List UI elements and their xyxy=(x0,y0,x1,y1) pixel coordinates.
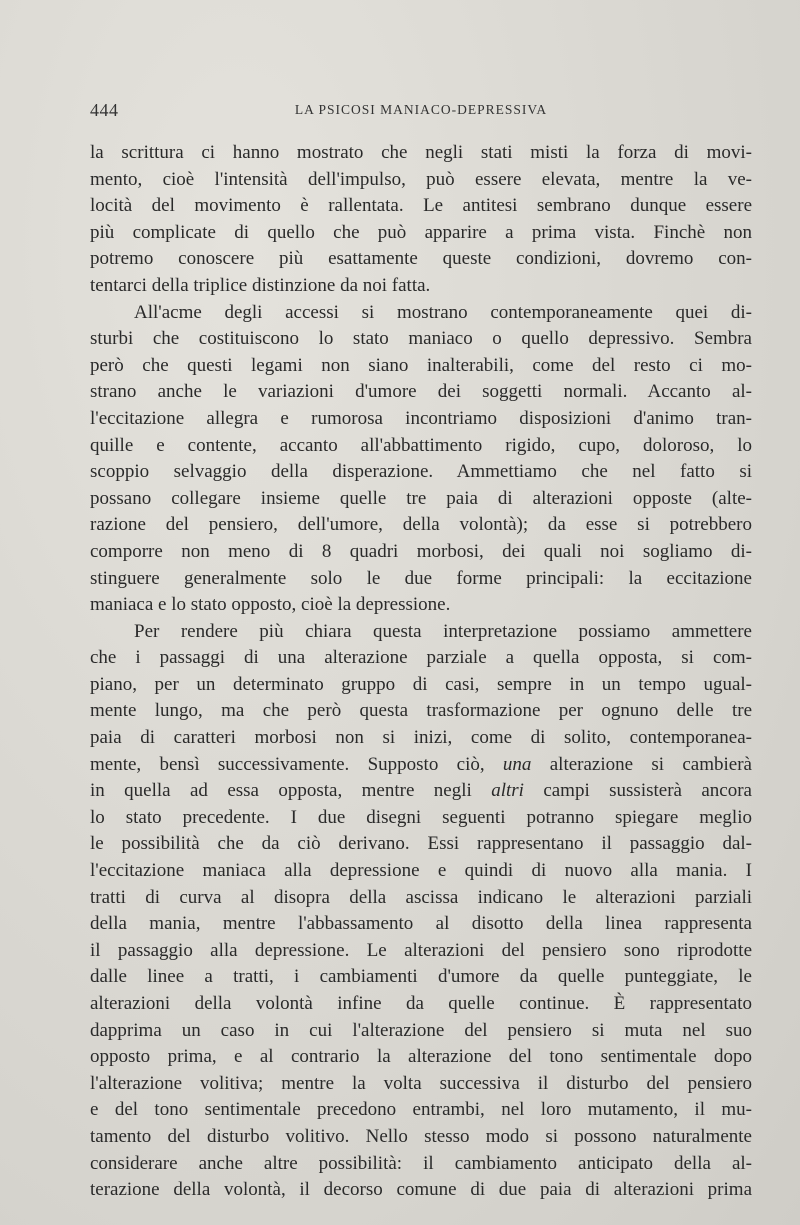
text-line: sturbi che costituiscono lo stato maniaco o quello depressivo. Sembra xyxy=(90,328,752,350)
text-line: mente, bensì successivamente. Supposto ciò, una alterazione si cambierà xyxy=(90,753,752,775)
text-line: più complicate di quello che può apparire a prima vista. Finchè non xyxy=(90,221,752,243)
text-line: il passaggio alla depressione. Le alterazioni del pensiero sono riprodotte xyxy=(90,939,752,961)
text-line: possano collegare insieme quelle tre paia di alterazioni opposte (alte- xyxy=(90,487,752,509)
text-line: l'alterazione volitiva; mentre la volta successiva il disturbo del pensiero xyxy=(90,1072,752,1094)
text-line: tentarci della triplice distinzione da noi fatta. xyxy=(90,274,431,296)
italic-word: una xyxy=(502,753,532,775)
text-line: le possibilità che da ciò derivano. Essi rappresentano il passaggio dal- xyxy=(90,833,752,855)
text-line: stinguere generalmente solo le due forme principali: la eccitazione xyxy=(90,567,752,589)
text-line: strano anche le variazioni d'umore dei soggetti normali. Accanto al- xyxy=(90,381,752,403)
paragraph xyxy=(90,300,752,619)
text-line: terazione della volontà, il decorso comune di due paia di alterazioni prima xyxy=(90,1179,752,1201)
text-line: piano, per un determinato gruppo di casi, sempre in un tempo ugual- xyxy=(90,673,752,695)
text-line: razione del pensiero, dell'umore, della volontà); da esse si potrebbero xyxy=(90,514,752,536)
text-line: e del tono sentimentale precedono entrambi, nel loro mutamento, il mu- xyxy=(90,1099,752,1121)
text-line: l'eccitazione maniaca alla depressione e quindi di nuovo alla mania. I xyxy=(90,860,752,882)
text-line: maniaca e lo stato opposto, cioè la depressione. xyxy=(90,594,451,616)
text-line: in quella ad essa opposta, mentre negli altri campi sussisterà ancora xyxy=(90,780,752,802)
text-line: scoppio selvaggio della disperazione. Ammettiamo che nel fatto si xyxy=(90,461,752,483)
text-line: che i passaggi di una alterazione parziale a quella opposta, si com- xyxy=(90,647,752,669)
text-line: dapprima un caso in cui l'alterazione del pensiero si muta nel suo xyxy=(90,1019,752,1041)
page-number: 444 xyxy=(90,100,119,120)
text-line: considerare anche altre possibilità: il cambiamento anticipato della al- xyxy=(90,1152,752,1174)
text-line: però che questi legami non siano inalterabili, come del resto ci mo- xyxy=(90,354,752,376)
text-line: della mania, mentre l'abbassamento al disotto della linea rappresenta xyxy=(90,913,752,935)
text-line: opposto prima, e al contrario la alterazione del tono sentimentale dopo xyxy=(90,1046,752,1068)
text-line: paia di caratteri morbosi non si inizi, come di solito, contemporanea- xyxy=(90,727,752,749)
text-line: quille e contente, accanto all'abbattimento rigido, cupo, doloroso, lo xyxy=(90,434,752,456)
text-line: locità del movimento è rallentata. Le antitesi sembrano dunque essere xyxy=(90,195,752,217)
text-line: alterazioni della volontà infine da quelle continue. È rappresentato xyxy=(90,993,752,1014)
text-line: dalle linee a tratti, i cambiamenti d'umore da quelle punteggiate, le xyxy=(90,966,752,988)
italic-word: altri xyxy=(491,780,524,802)
text-line: All'acme degli accessi si mostrano contemporaneamente quei di- xyxy=(134,301,752,323)
text-line: lo stato precedente. I due disegni seguenti potranno spiegare meglio xyxy=(90,806,752,828)
text-line: mento, cioè l'intensità dell'impulso, può essere elevata, mentre la ve- xyxy=(90,168,752,190)
text-line: la scrittura ci hanno mostrato che negli stati misti la forza di movi- xyxy=(90,142,752,163)
text-line: tamento del disturbo volitivo. Nello stesso modo si possono naturalmente xyxy=(90,1125,752,1147)
running-title: LA PSICOSI MANIACO-DEPRESSIVA xyxy=(294,102,548,117)
text-line: comporre non meno di 8 quadri morbosi, dei quali noi sogliamo di- xyxy=(90,540,752,562)
text-line: Per rendere più chiara questa interpretazione possiamo ammettere xyxy=(134,620,752,642)
text-line: tratti di curva al disopra della ascissa indicano le alterazioni parziali xyxy=(90,886,752,908)
text-line: l'eccitazione allegra e rumorosa incontriamo disposizioni d'animo tran- xyxy=(90,407,752,429)
text-line: mente lungo, ma che però questa trasformazione per ognuno delle tre xyxy=(90,700,752,722)
running-head xyxy=(90,100,752,126)
body-text xyxy=(90,140,752,1204)
book-page xyxy=(90,100,752,1204)
paragraph xyxy=(90,619,752,1204)
paragraph xyxy=(90,140,752,300)
text-line: potremo conoscere più esattamente queste condizioni, dovremo con- xyxy=(90,248,752,270)
